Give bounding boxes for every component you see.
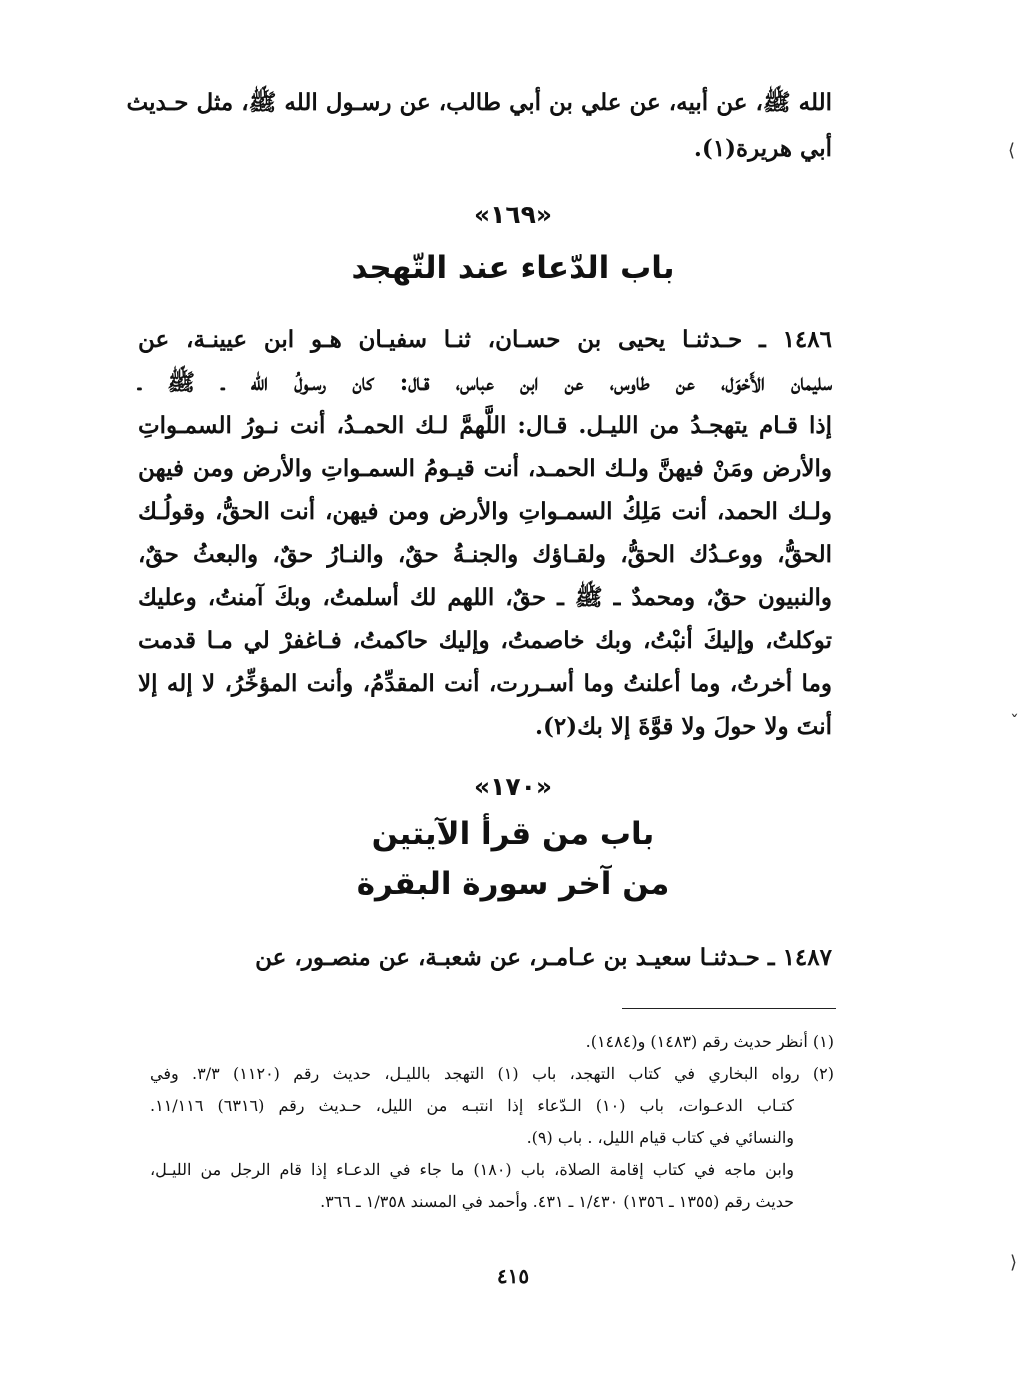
page-number: ٤١٥	[496, 1264, 530, 1288]
text-line: ولـك الحمد، أنت مَلِكُ السمـواتِ والأرض ومن فيهن، أنت الحقُّ، وقولُـك	[138, 498, 832, 525]
footnotes	[150, 1026, 834, 1218]
text-line: أبي هريرة(١).	[693, 135, 832, 162]
footnote-line: والنسائي في كتاب قيام الليل، . باب (٩).	[526, 1128, 794, 1147]
intro-paragraph	[126, 80, 832, 172]
text-line: الله ﷺ، عن أبيه، عن علي بن أبي طالب، عن رسـول الله ﷺ، مثل حـديث	[126, 89, 832, 116]
text-line: أنتَ ولا حولَ ولا قوَّةَ إلا بك(٢).	[534, 713, 832, 740]
chapter-title-line: باب من قرأ الآيتين	[371, 816, 655, 852]
text-line: ١٤٨٧ ـ حـدثنـا سعيـد بن عـامـر، عن شعبـة، عن منصـور، عن	[255, 944, 832, 971]
edge-mark: ˇ	[1010, 712, 1019, 733]
text-line: توكلتُ، وإليكَ أنبْتُ، وبك خاصمتُ، وإليك حاكمتُ، فـاغفرْ لي مـا قدمت	[138, 627, 832, 654]
text-line: والأرض ومَنْ فيهنَّ ولـك الحمـد، أنت قيـومُ السمـواتِ والأرض ومن فيهن	[138, 455, 832, 482]
footnote-line: كتـاب الدعـوات، باب (١٠) الـدّعاء إذا انتبـه من الليل، حـديث رقم (٦٣١٦) ١١/١١٦.	[150, 1096, 795, 1115]
edge-mark: ⟩	[1010, 1252, 1018, 1273]
edge-mark: ⟨	[1008, 140, 1016, 161]
chapter-title: باب الدّعاء عند التّهجد	[351, 250, 675, 286]
text-line: ١٤٨٦ ـ حـدثنـا يحيى بن حسـان، ثنـا سفيـان هـو ابن عيينـة، عن	[138, 326, 832, 353]
footnote: (١) أنظر حديث رقم (١٤٨٣) و(١٤٨٤).	[585, 1032, 834, 1051]
hadith-paragraph	[138, 936, 832, 979]
text-line: سليمان الأَحْوَل، عن طاوس، عن ابن عباس، قـال: كان رسـولُ الله ـ ﷺ ـ	[138, 369, 832, 396]
footnote-line: (٢) رواه البخاري في كتاب التهجد، باب (١) التهجد بالليـل، حديث رقم (١١٢٠) ٣/٣. وفي	[150, 1064, 835, 1083]
hadith-paragraph	[138, 318, 832, 748]
chapter-title-line: من آخر سورة البقرة	[356, 866, 670, 902]
text-line: وما أخرتُ، وما أعلنتُ وما أسـررت، أنت المقدِّمُ، وأنت المؤخِّرُ، لا إله إلا	[138, 670, 832, 697]
text-line: والنبيون حقٌ، ومحمدٌ ـ ﷺ ـ حقٌ، اللهم لك أسلمتُ، وبكَ آمنتُ، وعليك	[138, 584, 832, 611]
footnote-line: حديث رقم (١٣٥٥ ـ ١٣٥٦) ١/٤٣٠ ـ ٤٣١. وأحمد في المسند ١/٣٥٨ ـ ٣٦٦.	[320, 1192, 794, 1211]
text-line: الحقُّ، ووعـدُك الحقُّ، ولقـاؤك والجنـةُ حقٌ، والنـارُ حقٌ، والبعثُ حقٌ،	[138, 541, 832, 568]
footnote-line: وابن ماجه في كتاب إقامة الصلاة، باب (١٨٠) ما جاء في الدعـاء إذا قام الرجل من الليـل،	[150, 1160, 794, 1179]
footnote-separator	[622, 1008, 836, 1009]
chapter-number: «١٧٠»	[473, 772, 553, 801]
text-line: إذا قـام يتهجـدُ من الليـل. قـال: اللَّهمَّ لـك الحمـدُ، أنت نـورُ السمـواتِ	[138, 412, 832, 439]
chapter-number: «١٦٩»	[473, 200, 553, 229]
